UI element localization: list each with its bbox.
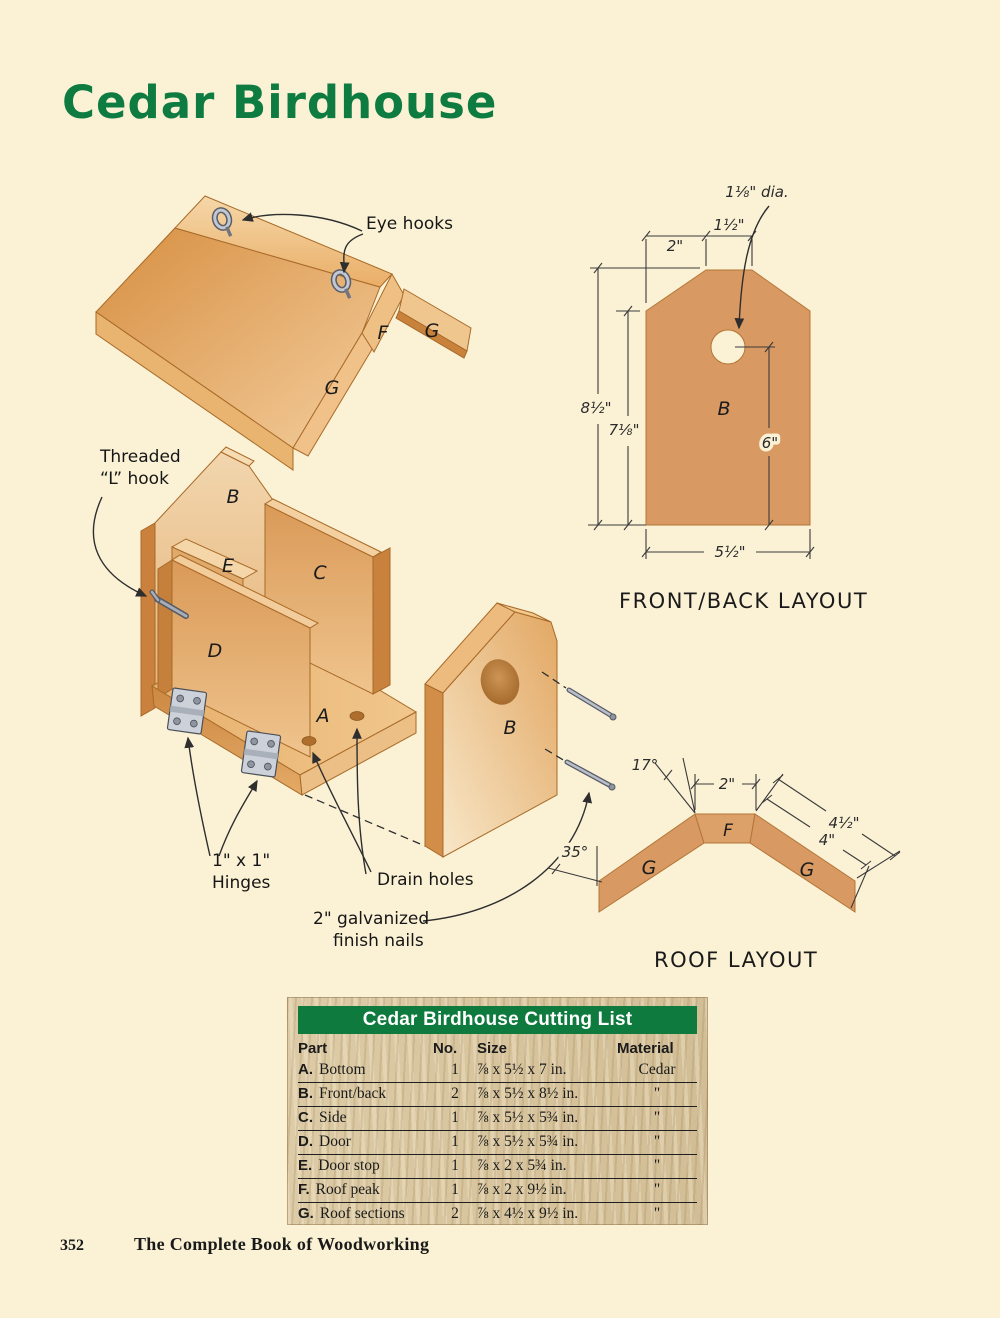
part-no: 1 [433, 1131, 477, 1155]
roof-assembly [96, 196, 471, 470]
part-size: ⅞ x 2 x 9½ in. [477, 1179, 617, 1203]
part-name: Door [319, 1133, 351, 1150]
part-material: " [617, 1107, 697, 1131]
label-roof-left-layout: G [641, 857, 657, 879]
dim-top-right: 1½" [713, 216, 745, 234]
dim-height-total: 8½" [580, 399, 612, 417]
part-no: 1 [433, 1179, 477, 1203]
part-no: 1 [433, 1059, 477, 1083]
table-row [298, 1131, 697, 1155]
col-part: Part [298, 1040, 328, 1057]
dim-peak-angle: 17° [631, 756, 659, 774]
part-size: ⅞ x 5½ x 8½ in. [477, 1083, 617, 1107]
label-door: D [207, 640, 223, 662]
callout-threaded-hook-line1: Threaded [100, 447, 181, 467]
part-letter: C. [298, 1109, 313, 1126]
roof-layout-diagram [548, 738, 973, 933]
part-letter: E. [298, 1157, 313, 1174]
drain-hole-2 [350, 712, 364, 721]
part-size: ⅞ x 4½ x 9½ in. [477, 1205, 579, 1222]
callout-hinges-line1: 1" x 1" [212, 851, 271, 871]
label-door-stop: E [221, 555, 235, 577]
table-row [298, 1179, 697, 1203]
part-name: Bottom [319, 1061, 366, 1078]
part-no: 1 [433, 1107, 477, 1131]
part-name: Front/back [319, 1085, 387, 1102]
table-row [298, 1107, 697, 1131]
col-no: No. [433, 1040, 458, 1057]
callout-threaded-hook-line2: “L” hook [100, 469, 169, 489]
label-roof-peak: F [377, 322, 389, 344]
dim-section-inner: 4" [818, 831, 836, 849]
part-letter: G. [298, 1205, 314, 1222]
part-no: 2 [451, 1205, 459, 1222]
label-bottom: A [316, 705, 330, 727]
cutting-list [287, 997, 708, 1225]
part-letter: A. [298, 1061, 313, 1078]
callout-eye-hooks: Eye hooks [366, 214, 453, 234]
part-name: Side [319, 1109, 347, 1126]
col-size: Size [477, 1040, 508, 1057]
table-row [298, 1155, 697, 1179]
drain-hole-1 [302, 737, 316, 746]
label-roof-peak-layout: F [723, 821, 733, 841]
label-front-back-piece: B [717, 398, 731, 420]
table-row [298, 1203, 697, 1227]
callout-hinges [212, 850, 270, 894]
part-name: Roof sections [319, 1205, 405, 1222]
part-size: ⅞ x 5½ x 7 in. [477, 1059, 617, 1083]
part-name: Roof peak [315, 1181, 380, 1198]
part-no: 2 [433, 1083, 477, 1107]
label-roof-section-front: G [324, 377, 340, 399]
label-side: C [313, 562, 327, 584]
callout-finish-nails-line2: finish nails [333, 931, 424, 951]
dim-width: 5½" [714, 543, 746, 561]
cutting-list-title: Cedar Birdhouse Cutting List [298, 1006, 697, 1034]
page-number: 352 [60, 1237, 84, 1254]
dim-section-width: 4½" [828, 814, 860, 832]
label-roof-section-right: G [424, 320, 440, 342]
body-assembly [141, 447, 416, 795]
dim-hole-dia: 1⅛" dia. [725, 183, 789, 201]
part-size: ⅞ x 5½ x 5¾ in. [477, 1107, 617, 1131]
callout-threaded-hook [100, 446, 181, 490]
part-no: 1 [433, 1155, 477, 1179]
table-header-row [298, 1039, 697, 1059]
table-row [298, 1083, 697, 1107]
roof-layout-caption: ROOF LAYOUT [654, 948, 819, 972]
part-material: " [617, 1083, 697, 1107]
label-front: B [503, 717, 517, 739]
label-back: B [226, 486, 240, 508]
part-name: Door stop [318, 1157, 380, 1174]
dim-hole-height: 6" [761, 434, 779, 452]
callout-drain-holes: Drain holes [377, 870, 474, 890]
label-roof-right-layout: G [799, 859, 815, 881]
front-back-layout-caption: FRONT/BACK LAYOUT [619, 589, 869, 613]
dim-end-angle: 35° [561, 843, 589, 861]
hinge-1 [167, 688, 207, 734]
part-material: " [617, 1155, 697, 1179]
callout-finish-nails [313, 908, 429, 952]
part-size: ⅞ x 2 x 5¾ in. [477, 1155, 617, 1179]
part-letter: D. [298, 1133, 313, 1150]
front-back-layout-diagram [575, 165, 875, 580]
part-material: Cedar [617, 1059, 697, 1083]
part-material: " [617, 1131, 697, 1155]
table-row [298, 1059, 697, 1083]
page-title: Cedar Birdhouse [62, 76, 498, 129]
dim-top-left: 2" [666, 237, 684, 255]
cutting-list-table [298, 1039, 697, 1226]
part-letter: F. [298, 1181, 310, 1198]
col-material: Material [617, 1040, 674, 1057]
dim-peak-width: 2" [718, 775, 736, 793]
callout-hinges-line2: Hinges [212, 873, 271, 893]
dim-height-side: 7⅛" [608, 421, 640, 439]
part-letter: B. [298, 1085, 313, 1102]
part-size: ⅞ x 5½ x 5¾ in. [477, 1131, 617, 1155]
book-title: The Complete Book of Woodworking [134, 1234, 430, 1254]
part-material: " [653, 1205, 661, 1222]
callout-finish-nails-line1: 2" galvanized [313, 909, 430, 929]
front-piece [425, 603, 557, 857]
finish-nail-1 [569, 690, 616, 720]
part-material: " [617, 1179, 697, 1203]
hinge-2 [241, 731, 281, 777]
